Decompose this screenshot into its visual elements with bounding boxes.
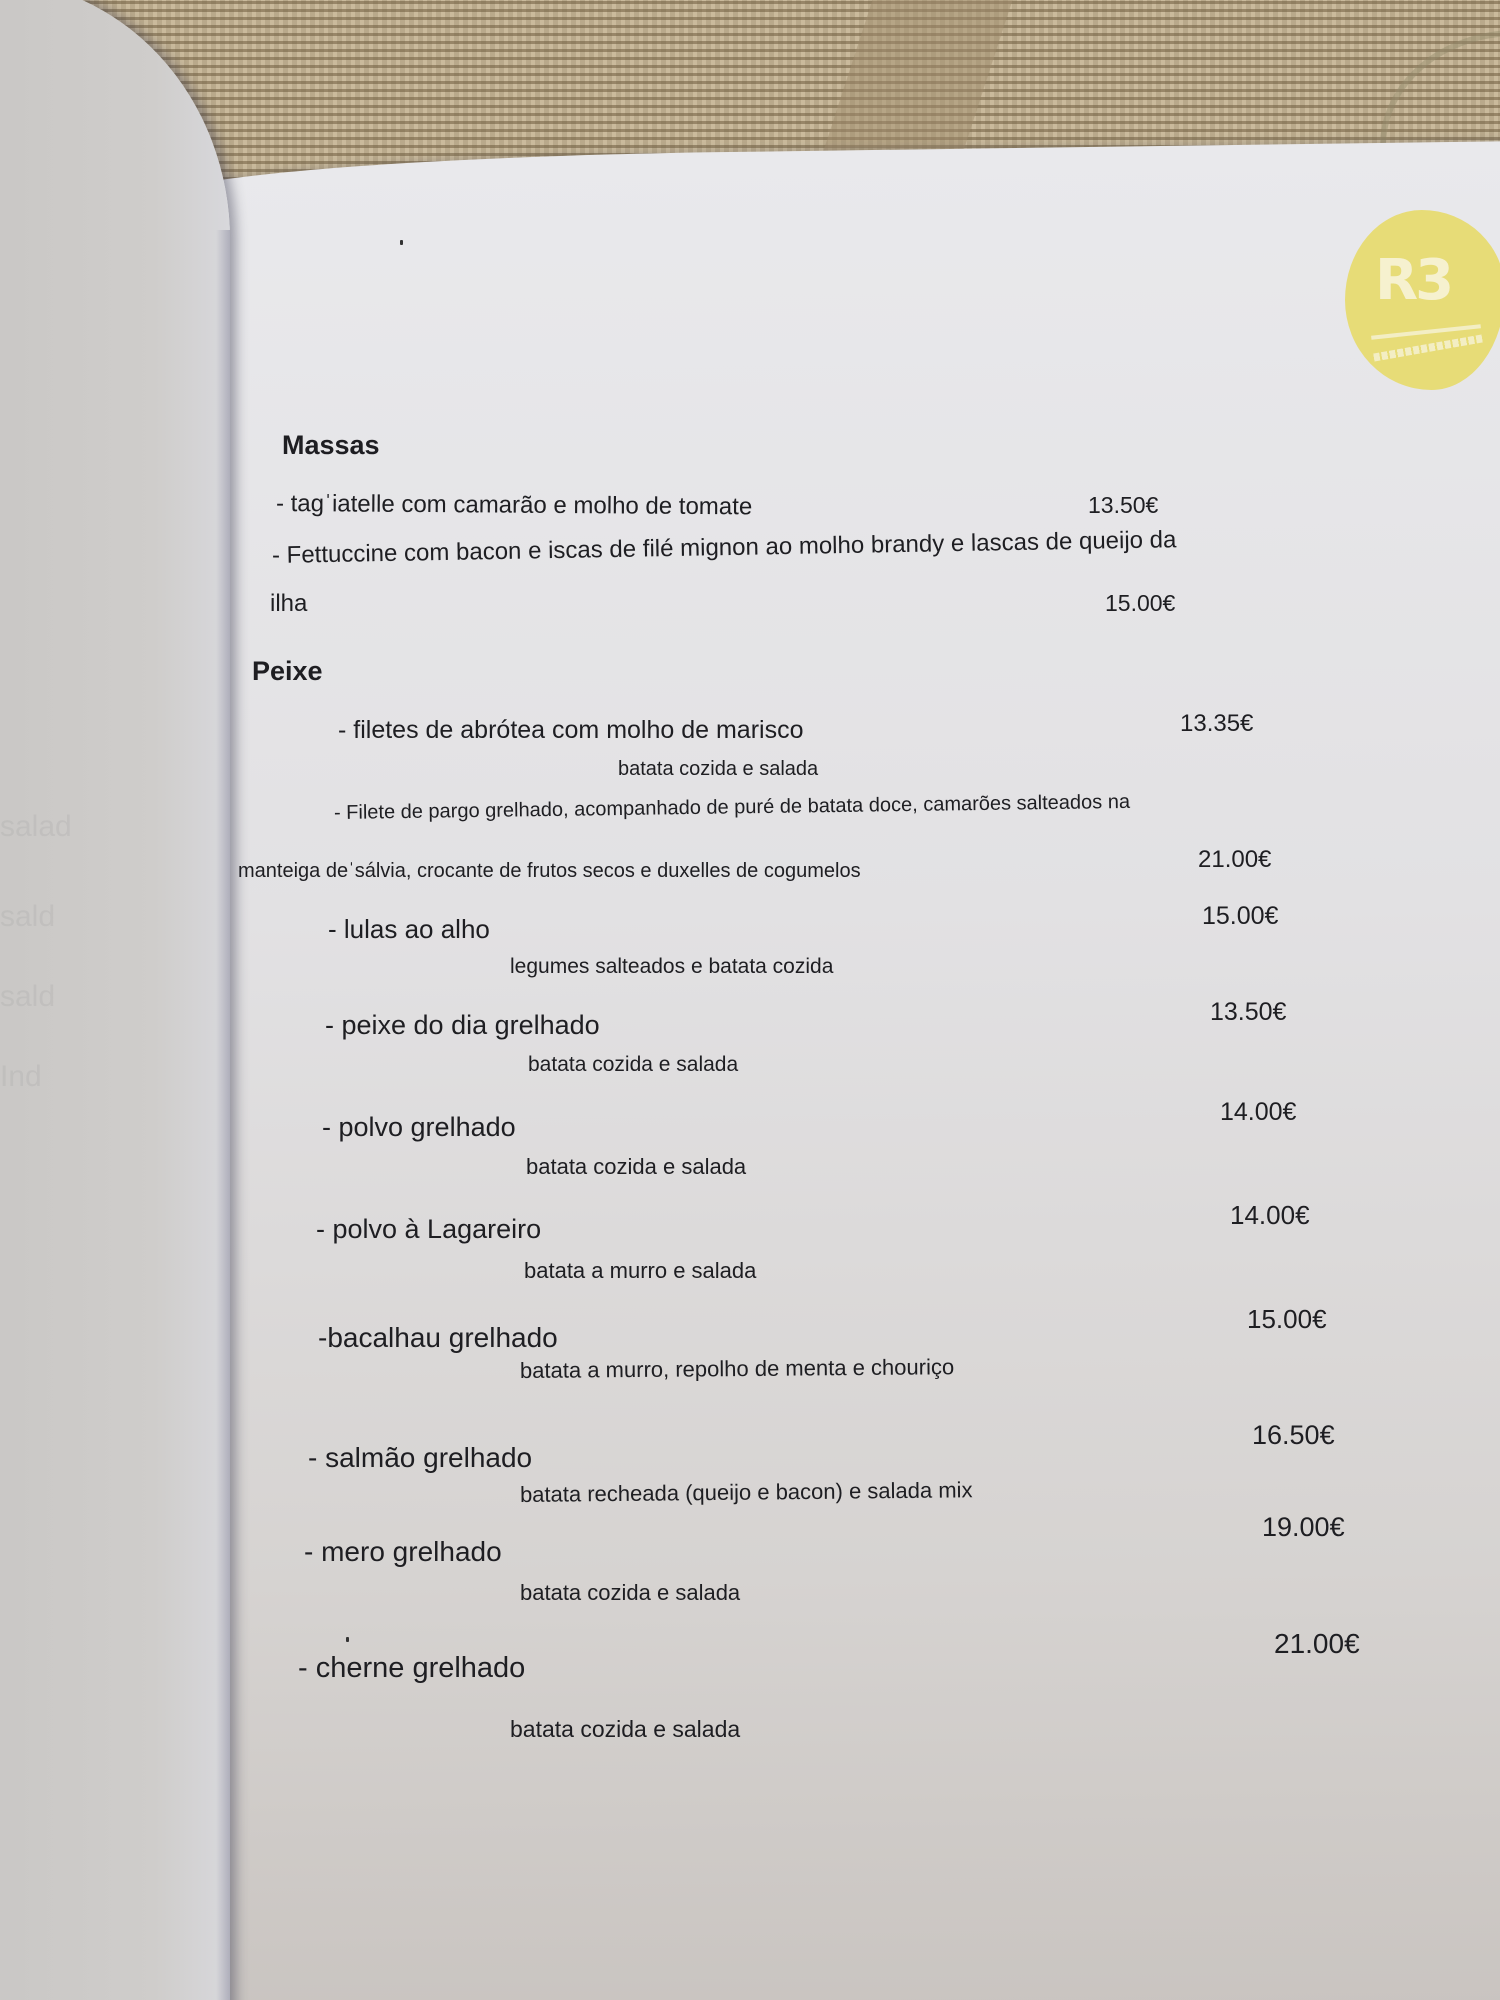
paper-speck — [346, 1637, 349, 1642]
dish-name: - lulas ao alho — [328, 914, 490, 944]
dish-name-continued: ilha — [270, 590, 308, 617]
dish-side: batata recheada (queijo e bacon) e salada mix — [519, 1477, 973, 1507]
left-page-curl — [0, 0, 230, 2000]
dish-price: 15.00€ — [1105, 590, 1176, 616]
dish-side: batata a murro e salada — [524, 1258, 757, 1283]
dish-price: 16.50€ — [1252, 1420, 1335, 1450]
dish-side: batata cozida e salada — [526, 1154, 747, 1179]
dish-side: batata cozida e salada — [618, 758, 819, 780]
dish-name: -bacalhau grelhado — [318, 1322, 558, 1353]
dish-name: - filetes de abrótea com molho de marisco — [338, 716, 804, 744]
dish-price: 13.35€ — [1180, 710, 1254, 737]
dish-side: batata a murro, repolho de menta e chouriço — [519, 1354, 955, 1383]
logo-mark: R3 — [1375, 248, 1452, 313]
section-title-massas: Massas — [282, 430, 380, 460]
dish-price: 13.50€ — [1210, 998, 1287, 1026]
dish-name: - Filete de pargo grelhado, acompanhado de puré de batata doce, camarões salteados na — [333, 790, 1131, 824]
dish-name: - salmão grelhado — [308, 1442, 533, 1473]
dish-price: 15.00€ — [1247, 1304, 1327, 1334]
paper-speck — [400, 240, 403, 245]
dish-price: 19.00€ — [1262, 1512, 1345, 1542]
page-fold-shadow — [216, 230, 230, 2000]
dish-name: - polvo à Lagareiro — [316, 1214, 542, 1244]
show-through-text: sald — [0, 980, 56, 1013]
show-through-text: salad — [0, 810, 72, 843]
dish-price: 21.00€ — [1198, 846, 1272, 873]
dish-price: 14.00€ — [1220, 1098, 1297, 1126]
section-title-peixe: Peixe — [252, 656, 323, 686]
show-through-text: Ind — [0, 1060, 42, 1093]
dish-name: - mero grelhado — [304, 1536, 502, 1567]
dish-price: 21.00€ — [1274, 1628, 1360, 1659]
dish-name-continued: manteiga deˈsálvia, crocante de frutos secos e duxelles de cogumelos — [238, 860, 861, 882]
dish-name: - Fettuccine com bacon e iscas de filé mignon ao molho brandy e lascas de queijo da — [271, 526, 1177, 569]
dish-name: - tagˈiatelle com camarão e molho de tomate — [275, 490, 753, 521]
dish-side: batata cozida e salada — [528, 1053, 739, 1076]
show-through-text: sald — [0, 900, 56, 933]
dish-name: - polvo grelhado — [322, 1112, 516, 1142]
dish-side: batata cozida e salada — [520, 1580, 741, 1605]
dish-price: 13.50€ — [1088, 492, 1159, 518]
dish-name: - peixe do dia grelhado — [325, 1010, 600, 1040]
dish-side: legumes salteados e batata cozida — [510, 955, 834, 978]
dish-side: batata cozida e salada — [510, 1716, 741, 1742]
dish-price: 14.00€ — [1230, 1200, 1310, 1230]
dish-price: 15.00€ — [1202, 902, 1279, 930]
dish-name: - cherne grelhado — [298, 1652, 526, 1684]
